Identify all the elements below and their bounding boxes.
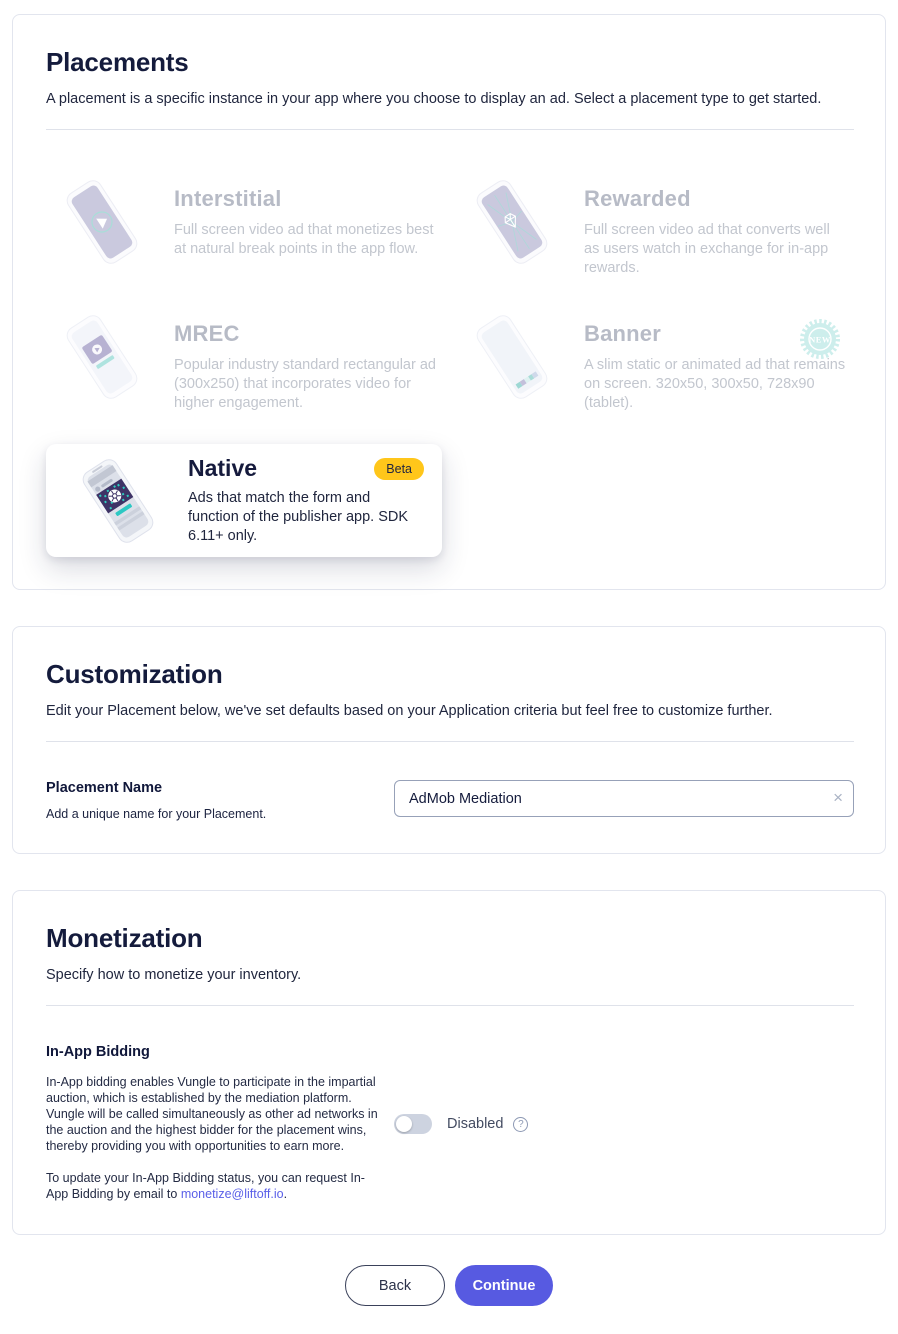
mrec-phone-icon	[46, 309, 158, 405]
placement-type-description: Ads that match the form and function of the publisher app. SDK 6.11+ only.	[188, 490, 409, 544]
in-app-bidding-row	[46, 1044, 854, 1202]
clear-input-icon[interactable]: ×	[833, 788, 843, 807]
new-badge	[798, 317, 842, 361]
placement-type-description: Popular industry standard rectangular ad (300x250) that incorporates video for higher engagement.	[174, 357, 436, 411]
placement-name-helper: Add a unique name for your Placement.	[46, 807, 267, 821]
continue-button[interactable]: Continue	[455, 1265, 553, 1306]
monetization-subtitle: Specify how to monetize your inventory.	[46, 967, 302, 983]
in-app-bidding-toggle[interactable]	[394, 1114, 432, 1134]
placements-title: Placements	[46, 47, 189, 77]
footer-actions	[0, 1265, 898, 1306]
monetization-card	[12, 890, 886, 1235]
customization-title: Customization	[46, 659, 223, 689]
rewarded-phone-icon	[456, 174, 568, 270]
divider	[46, 741, 854, 742]
back-button[interactable]: Back	[345, 1265, 445, 1306]
in-app-bidding-description: In-App bidding enables Vungle to participate in the impartial auction, which is established by the mediation platform. Vungle will be called simultaneously as other ad networks in the auction and the highest bidder for the placement wins, thereby providing you with opportunities to earn more.	[46, 1075, 378, 1153]
placement-type-description: Full screen video ad that monetizes best at natural break points in the app flow.	[174, 222, 434, 257]
customization-card	[12, 626, 886, 854]
placements-subtitle: A placement is a specific instance in your app where you choose to display an ad. Select a placement type to get started.	[46, 91, 822, 107]
placement-type-description: A slim static or animated ad that remains on screen. 320x50, 300x50, 728x90 (tablet).	[584, 357, 846, 411]
beta-badge: Beta	[374, 458, 424, 480]
placement-type-title: MREC	[174, 321, 240, 346]
placement-type-title: Native	[188, 455, 258, 481]
help-icon[interactable]: ?	[513, 1117, 528, 1132]
placement-type-title: Banner	[584, 321, 661, 346]
placement-name-input[interactable]	[394, 780, 854, 817]
placement-type-mrec[interactable]	[46, 309, 456, 422]
placement-type-title: Rewarded	[584, 186, 691, 211]
toggle-knob	[396, 1116, 412, 1132]
interstitial-phone-icon	[46, 174, 158, 270]
placement-name-label: Placement Name	[46, 780, 163, 796]
placement-type-banner[interactable]	[456, 309, 866, 422]
placement-type-description: Full screen video ad that converts well as users watch in exchange for in-app rewards.	[584, 222, 830, 276]
placement-type-grid	[46, 174, 854, 557]
svg-text:NEW: NEW	[809, 334, 831, 345]
placement-type-interstitial[interactable]	[46, 174, 456, 287]
placement-setup-page	[0, 14, 898, 1334]
monetize-email-link[interactable]: monetize@liftoff.io	[180, 1187, 284, 1201]
monetization-title: Monetization	[46, 923, 203, 953]
divider	[46, 129, 854, 130]
in-app-bidding-label: In-App Bidding	[46, 1044, 150, 1060]
banner-phone-icon	[456, 309, 568, 405]
customization-subtitle: Edit your Placement below, we've set defaults based on your Application criteria but feel free to customize further.	[46, 703, 773, 719]
placement-type-title: Interstitial	[174, 186, 282, 211]
native-phone-icon	[62, 453, 174, 549]
in-app-bidding-status: Disabled	[447, 1116, 504, 1132]
placement-name-row	[46, 780, 854, 821]
divider	[46, 1005, 854, 1006]
placement-type-rewarded[interactable]	[456, 174, 866, 287]
in-app-bidding-request-text: To update your In-App Bidding status, you can request In-App Bidding by email to monetize@liftoff.io.	[46, 1171, 365, 1201]
placements-card	[12, 14, 886, 590]
placement-type-native[interactable]	[46, 444, 442, 557]
